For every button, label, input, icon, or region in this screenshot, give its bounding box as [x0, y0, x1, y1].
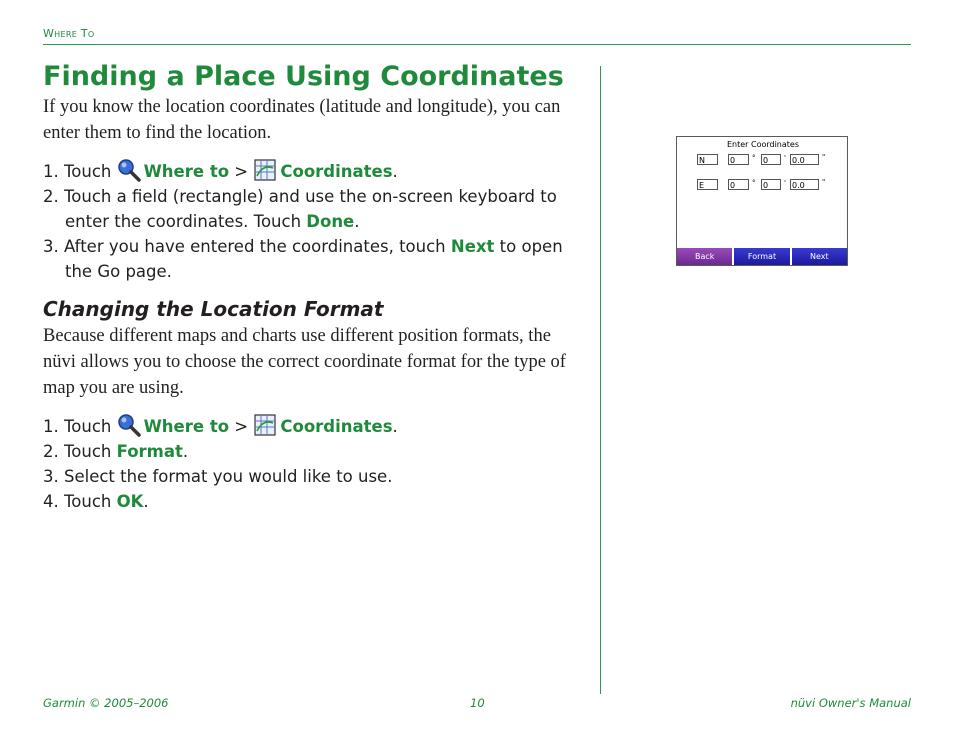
- degree-symbol: °: [752, 179, 756, 187]
- step-3: 3. Select the format you would like to use.: [43, 467, 393, 486]
- section-header: Where To: [43, 27, 95, 40]
- page-title: Finding a Place Using Coordinates: [43, 61, 564, 92]
- intro-paragraph: If you know the location coordinates (latitude and longitude), you can enter them to find the location.: [43, 97, 561, 143]
- device-screen-title: Enter Coordinates: [726, 140, 800, 149]
- step-1: 1. Touch Where to > Coordinates.: [43, 413, 588, 439]
- back-button[interactable]: Back: [677, 248, 732, 265]
- column-divider: [600, 66, 601, 694]
- longitude-seconds-field[interactable]: 0.0: [790, 179, 819, 190]
- done-label: Done: [306, 212, 355, 231]
- header-rule: [43, 44, 911, 45]
- device-screen-enter-coordinates: [676, 136, 848, 266]
- latitude-degrees-field[interactable]: 0: [728, 154, 749, 165]
- longitude-minutes-field[interactable]: 0: [761, 179, 781, 190]
- search-magnifier-icon: [117, 158, 141, 182]
- next-button[interactable]: Next: [792, 248, 847, 265]
- next-label: Next: [450, 237, 495, 256]
- step-4: 4. Touch OK.: [43, 492, 149, 511]
- minute-symbol: ': [784, 154, 786, 162]
- subheading: Changing the Location Format: [43, 297, 384, 321]
- device-button-bar: [677, 248, 847, 265]
- coordinates-grid-icon: [253, 158, 277, 182]
- steps-list-format: [43, 413, 588, 514]
- main-column: [43, 60, 588, 514]
- coordinates-grid-icon: [253, 413, 277, 437]
- format-button[interactable]: Format: [734, 248, 789, 265]
- where-to-label: Where to: [143, 417, 230, 436]
- step-2: 2. Touch a field (rectangle) and use the on-screen keyboard to enter the coordinates. Touch Done.: [43, 187, 557, 231]
- footer-copyright: Garmin © 2005–2006: [43, 696, 169, 710]
- degree-symbol: °: [752, 154, 756, 162]
- coordinates-label: Coordinates: [280, 162, 393, 181]
- format-paragraph: Because different maps and charts use different position formats, the nüvi allows you to choose the correct coordinate format for the type of map you are using.: [43, 326, 566, 398]
- latitude-minutes-field[interactable]: 0: [761, 154, 781, 165]
- ok-label: OK: [116, 492, 144, 511]
- second-symbol: ": [822, 178, 826, 186]
- latitude-seconds-field[interactable]: 0.0: [790, 154, 819, 165]
- latitude-direction-field[interactable]: N: [697, 154, 718, 165]
- second-symbol: ": [822, 153, 826, 161]
- steps-list-find: [43, 158, 588, 284]
- longitude-direction-field[interactable]: E: [697, 179, 718, 190]
- step-1: 1. Touch Where to > Coordinates.: [43, 158, 588, 184]
- step-2: 2. Touch Format.: [43, 442, 189, 461]
- footer-manual-title: nüvi Owner's Manual: [790, 696, 911, 710]
- footer-page-number: 10: [470, 696, 485, 710]
- search-magnifier-icon: [117, 413, 141, 437]
- minute-symbol: ': [784, 179, 786, 187]
- where-to-label: Where to: [143, 162, 230, 181]
- coordinates-label: Coordinates: [280, 417, 393, 436]
- longitude-degrees-field[interactable]: 0: [728, 179, 749, 190]
- step-3: 3. After you have entered the coordinates, touch Next to open the Go page.: [43, 237, 563, 281]
- format-label: Format: [116, 442, 183, 461]
